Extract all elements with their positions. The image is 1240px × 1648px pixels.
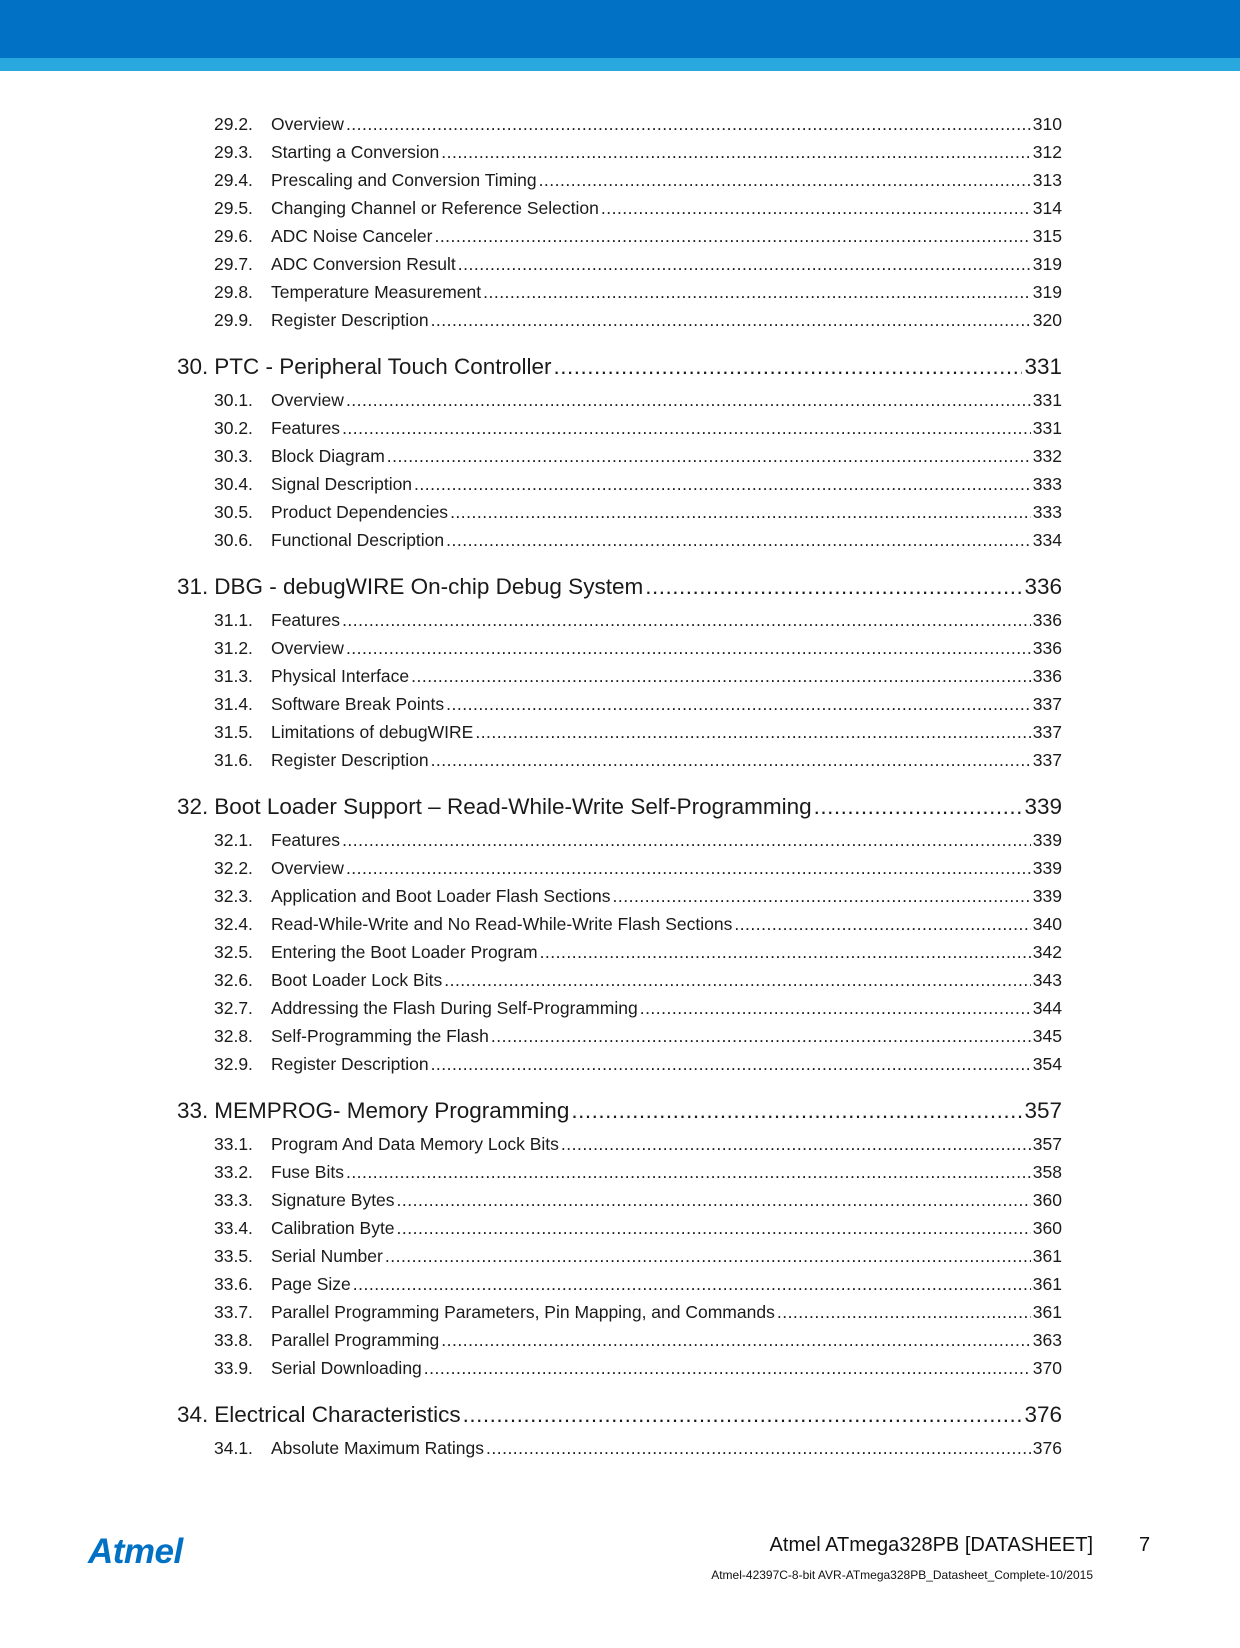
- toc-entry[interactable]: [0, 1162, 1062, 1190]
- toc-number: 33.9.: [214, 1358, 253, 1378]
- toc-number: 33.1.: [214, 1134, 253, 1154]
- toc-leader: [539, 170, 1031, 191]
- toc-page: 370: [1032, 1358, 1062, 1378]
- toc-entry[interactable]: [0, 1134, 1062, 1162]
- toc-leader: [414, 474, 1031, 495]
- toc-page: 313: [1032, 170, 1062, 190]
- toc-number: 31.6.: [214, 750, 253, 770]
- toc-number: 29.9.: [214, 310, 253, 330]
- table-of-contents: [0, 114, 1240, 1466]
- toc-leader: [458, 254, 1031, 275]
- toc-page: 339: [1032, 886, 1062, 906]
- toc-page: 332: [1032, 446, 1062, 466]
- toc-entry[interactable]: [0, 1358, 1062, 1386]
- toc-leader: [446, 530, 1031, 551]
- toc-leader: [411, 666, 1031, 687]
- toc-leader: [434, 226, 1030, 247]
- toc-title: Starting a Conversion: [271, 142, 440, 162]
- toc-number: 32.6.: [214, 970, 253, 990]
- toc-number: 33.6.: [214, 1274, 253, 1294]
- toc-chapter[interactable]: [0, 354, 1062, 390]
- toc-entry[interactable]: [0, 998, 1062, 1026]
- toc-leader: [424, 1358, 1031, 1379]
- toc-entry[interactable]: [0, 830, 1062, 858]
- toc-title: Boot Loader Lock Bits: [271, 970, 443, 990]
- toc-page: 336: [1032, 638, 1062, 658]
- header-band: [0, 0, 1240, 58]
- toc-title: PTC - Peripheral Touch Controller: [214, 354, 552, 379]
- document-id: Atmel-42397C-8-bit AVR-ATmega328PB_Datasheet_Complete-10/2015: [711, 1568, 1093, 1582]
- toc-entry[interactable]: [0, 530, 1062, 558]
- toc-chapter[interactable]: [0, 794, 1062, 830]
- toc-chapter[interactable]: [0, 574, 1062, 610]
- toc-number: 30.5.: [214, 502, 253, 522]
- toc-leader: [353, 1274, 1031, 1295]
- toc-entry[interactable]: [0, 390, 1062, 418]
- toc-leader: [342, 610, 1031, 631]
- toc-page: 315: [1032, 226, 1062, 246]
- toc-leader: [486, 1438, 1031, 1459]
- toc-page: 334: [1032, 530, 1062, 550]
- toc-entry[interactable]: [0, 694, 1062, 722]
- toc-entry[interactable]: [0, 474, 1062, 502]
- toc-chapter[interactable]: [0, 1402, 1062, 1438]
- toc-page: 354: [1032, 1054, 1062, 1074]
- toc-entry[interactable]: [0, 1190, 1062, 1218]
- toc-page: 339: [1032, 830, 1062, 850]
- toc-title: Physical Interface: [271, 666, 410, 686]
- toc-page: 361: [1032, 1302, 1062, 1322]
- toc-page: 339: [1024, 794, 1062, 819]
- toc-title: Parallel Programming: [271, 1330, 440, 1350]
- toc-leader: [540, 942, 1031, 963]
- toc-title: Calibration Byte: [271, 1218, 395, 1238]
- toc-entry[interactable]: [0, 282, 1062, 310]
- toc-page: 312: [1032, 142, 1062, 162]
- toc-title: Signature Bytes: [271, 1190, 395, 1210]
- toc-leader: [814, 794, 1023, 820]
- toc-leader: [444, 970, 1031, 991]
- toc-title: Register Description: [271, 1054, 429, 1074]
- toc-page: 320: [1032, 310, 1062, 330]
- toc-page: 343: [1032, 970, 1062, 990]
- toc-number: 34.1.: [214, 1438, 253, 1458]
- toc-number: 33.3.: [214, 1190, 253, 1210]
- toc-number: 32.4.: [214, 914, 253, 934]
- toc-number: 31.3.: [214, 666, 253, 686]
- toc-entry[interactable]: [0, 1330, 1062, 1358]
- toc-leader: [450, 502, 1031, 523]
- toc-page: 342: [1032, 942, 1062, 962]
- toc-number: 30.3.: [214, 446, 253, 466]
- toc-number: 33.: [177, 1098, 209, 1123]
- toc-entry[interactable]: [0, 1274, 1062, 1302]
- toc-number: 29.8.: [214, 282, 253, 302]
- toc-leader: [431, 310, 1031, 331]
- toc-leader: [446, 694, 1031, 715]
- toc-leader: [554, 354, 1023, 380]
- toc-leader: [571, 1098, 1022, 1124]
- toc-number: 29.5.: [214, 198, 253, 218]
- toc-title: Program And Data Memory Lock Bits: [271, 1134, 559, 1154]
- toc-number: 33.8.: [214, 1330, 253, 1350]
- toc-page: 344: [1032, 998, 1062, 1018]
- toc-title: Fuse Bits: [271, 1162, 344, 1182]
- toc-title: Page Size: [271, 1274, 351, 1294]
- toc-page: 336: [1032, 610, 1062, 630]
- toc-leader: [777, 1302, 1031, 1323]
- toc-title: Limitations of debugWIRE: [271, 722, 474, 742]
- document-title: Atmel ATmega328PB [DATASHEET]: [769, 1534, 1093, 1556]
- toc-title: Features: [271, 610, 341, 630]
- toc-number: 32.2.: [214, 858, 253, 878]
- toc-entry[interactable]: [0, 666, 1062, 694]
- toc-page: 314: [1032, 198, 1062, 218]
- toc-number: 31.5.: [214, 722, 253, 742]
- toc-entry[interactable]: [0, 254, 1062, 282]
- toc-entry[interactable]: [0, 418, 1062, 446]
- toc-entry[interactable]: [0, 638, 1062, 666]
- toc-leader: [475, 722, 1030, 743]
- toc-number: 32.9.: [214, 1054, 253, 1074]
- toc-leader: [441, 1330, 1031, 1351]
- toc-number: 30.4.: [214, 474, 253, 494]
- toc-title: Serial Downloading: [271, 1358, 422, 1378]
- toc-number: 31.1.: [214, 610, 253, 630]
- toc-page: 360: [1032, 1190, 1062, 1210]
- toc-title: Serial Number: [271, 1246, 383, 1266]
- toc-page: 337: [1032, 750, 1062, 770]
- toc-title: Overview: [271, 390, 344, 410]
- toc-leader: [431, 1054, 1031, 1075]
- toc-number: 32.: [177, 794, 209, 819]
- toc-title: Absolute Maximum Ratings: [271, 1438, 484, 1458]
- toc-entry[interactable]: [0, 1054, 1062, 1082]
- toc-number: 30.1.: [214, 390, 253, 410]
- toc-leader: [561, 1134, 1031, 1155]
- toc-page: 337: [1032, 722, 1062, 742]
- toc-number: 33.4.: [214, 1218, 253, 1238]
- toc-entry[interactable]: [0, 914, 1062, 942]
- toc-leader: [601, 198, 1031, 219]
- toc-entry[interactable]: [0, 886, 1062, 914]
- toc-entry[interactable]: [0, 114, 1062, 142]
- toc-page: 357: [1032, 1134, 1062, 1154]
- toc-title: MEMPROG- Memory Programming: [214, 1098, 570, 1123]
- toc-page: 336: [1032, 666, 1062, 686]
- toc-number: 31.2.: [214, 638, 253, 658]
- toc-title: Application and Boot Loader Flash Sections: [271, 886, 611, 906]
- toc-number: 33.7.: [214, 1302, 253, 1322]
- toc-entry[interactable]: [0, 310, 1062, 338]
- toc-title: Addressing the Flash During Self-Programming: [271, 998, 638, 1018]
- toc-entry[interactable]: [0, 942, 1062, 970]
- toc-leader: [613, 886, 1031, 907]
- toc-number: 29.3.: [214, 142, 253, 162]
- toc-number: 31.: [177, 574, 209, 599]
- toc-page: 360: [1032, 1218, 1062, 1238]
- toc-page: 331: [1024, 354, 1062, 379]
- toc-page: 336: [1024, 574, 1062, 599]
- toc-entry[interactable]: [0, 970, 1062, 998]
- toc-number: 29.7.: [214, 254, 253, 274]
- toc-title: Parallel Programming Parameters, Pin Mapping, and Commands: [271, 1302, 775, 1322]
- header-stripe: [0, 58, 1240, 71]
- toc-title: DBG - debugWIRE On-chip Debug System: [214, 574, 644, 599]
- toc-title: Software Break Points: [271, 694, 445, 714]
- toc-entry[interactable]: [0, 858, 1062, 886]
- toc-title: ADC Noise Canceler: [271, 226, 433, 246]
- toc-title: Overview: [271, 114, 344, 134]
- toc-number: 30.: [177, 354, 209, 379]
- toc-entry[interactable]: [0, 1218, 1062, 1246]
- toc-page: 363: [1032, 1330, 1062, 1350]
- toc-number: 33.5.: [214, 1246, 253, 1266]
- toc-leader: [346, 1162, 1031, 1183]
- toc-title: Product Dependencies: [271, 502, 449, 522]
- toc-leader: [491, 1026, 1031, 1047]
- toc-leader: [463, 1402, 1023, 1428]
- toc-number: 29.4.: [214, 170, 253, 190]
- toc-leader: [734, 914, 1030, 935]
- toc-title: Self-Programming the Flash: [271, 1026, 489, 1046]
- toc-page: 319: [1032, 254, 1062, 274]
- toc-title: Prescaling and Conversion Timing: [271, 170, 537, 190]
- toc-leader: [342, 418, 1031, 439]
- toc-entry[interactable]: [0, 750, 1062, 778]
- toc-title: Entering the Boot Loader Program: [271, 942, 538, 962]
- toc-leader: [387, 446, 1031, 467]
- toc-page: 376: [1024, 1402, 1062, 1427]
- toc-leader: [346, 638, 1031, 659]
- toc-number: 33.2.: [214, 1162, 253, 1182]
- toc-leader: [483, 282, 1031, 303]
- toc-page: 376: [1032, 1438, 1062, 1458]
- toc-page: 337: [1032, 694, 1062, 714]
- toc-entry[interactable]: [0, 1302, 1062, 1330]
- toc-title: Temperature Measurement: [271, 282, 482, 302]
- toc-leader: [397, 1190, 1031, 1211]
- toc-title: Changing Channel or Reference Selection: [271, 198, 599, 218]
- toc-leader: [441, 142, 1031, 163]
- toc-title: Signal Description: [271, 474, 413, 494]
- toc-chapter[interactable]: [0, 1098, 1062, 1134]
- toc-number: 31.4.: [214, 694, 253, 714]
- toc-number: 29.6.: [214, 226, 253, 246]
- toc-title: Electrical Characteristics: [214, 1402, 461, 1427]
- toc-leader: [346, 114, 1031, 135]
- toc-entry[interactable]: [0, 502, 1062, 530]
- toc-title: Boot Loader Support – Read-While-Write Self-Programming: [214, 794, 812, 819]
- toc-number: 30.2.: [214, 418, 253, 438]
- toc-title: Features: [271, 830, 341, 850]
- page-number: 7: [1139, 1534, 1151, 1556]
- toc-page: 333: [1032, 502, 1062, 522]
- toc-page: 331: [1032, 418, 1062, 438]
- toc-number: 29.2.: [214, 114, 253, 134]
- toc-page: 361: [1032, 1274, 1062, 1294]
- toc-page: 358: [1032, 1162, 1062, 1182]
- toc-entry[interactable]: [0, 610, 1062, 638]
- toc-title: Register Description: [271, 750, 429, 770]
- toc-entry[interactable]: [0, 446, 1062, 474]
- toc-leader: [397, 1218, 1031, 1239]
- toc-title: Functional Description: [271, 530, 445, 550]
- toc-title: Features: [271, 418, 341, 438]
- toc-page: 345: [1032, 1026, 1062, 1046]
- toc-title: Overview: [271, 858, 344, 878]
- toc-title: Register Description: [271, 310, 429, 330]
- toc-number: 32.7.: [214, 998, 253, 1018]
- toc-number: 30.6.: [214, 530, 253, 550]
- toc-leader: [645, 574, 1022, 600]
- toc-page: 361: [1032, 1246, 1062, 1266]
- toc-page: 357: [1024, 1098, 1062, 1123]
- toc-title: Block Diagram: [271, 446, 385, 466]
- toc-entry[interactable]: [0, 1246, 1062, 1274]
- toc-entry[interactable]: [0, 142, 1062, 170]
- toc-entry[interactable]: [0, 1026, 1062, 1054]
- toc-leader: [346, 858, 1031, 879]
- toc-number: 32.5.: [214, 942, 253, 962]
- toc-entry[interactable]: [0, 198, 1062, 226]
- toc-entry[interactable]: [0, 1438, 1062, 1466]
- toc-page: 331: [1032, 390, 1062, 410]
- atmel-logo: Atmel: [88, 1532, 183, 1571]
- toc-title: ADC Conversion Result: [271, 254, 456, 274]
- toc-title: Overview: [271, 638, 344, 658]
- toc-entry[interactable]: [0, 170, 1062, 198]
- toc-leader: [342, 830, 1031, 851]
- toc-leader: [346, 390, 1031, 411]
- toc-number: 32.8.: [214, 1026, 253, 1046]
- toc-title: Read-While-Write and No Read-While-Write Flash Sections: [271, 914, 733, 934]
- toc-number: 34.: [177, 1402, 209, 1427]
- toc-number: 32.3.: [214, 886, 253, 906]
- toc-page: 319: [1032, 282, 1062, 302]
- toc-page: 310: [1032, 114, 1062, 134]
- toc-page: 333: [1032, 474, 1062, 494]
- toc-leader: [431, 750, 1031, 771]
- toc-number: 32.1.: [214, 830, 253, 850]
- toc-page: 339: [1032, 858, 1062, 878]
- toc-leader: [385, 1246, 1031, 1267]
- toc-page: 340: [1032, 914, 1062, 934]
- toc-entry[interactable]: [0, 722, 1062, 750]
- toc-leader: [640, 998, 1031, 1019]
- toc-entry[interactable]: [0, 226, 1062, 254]
